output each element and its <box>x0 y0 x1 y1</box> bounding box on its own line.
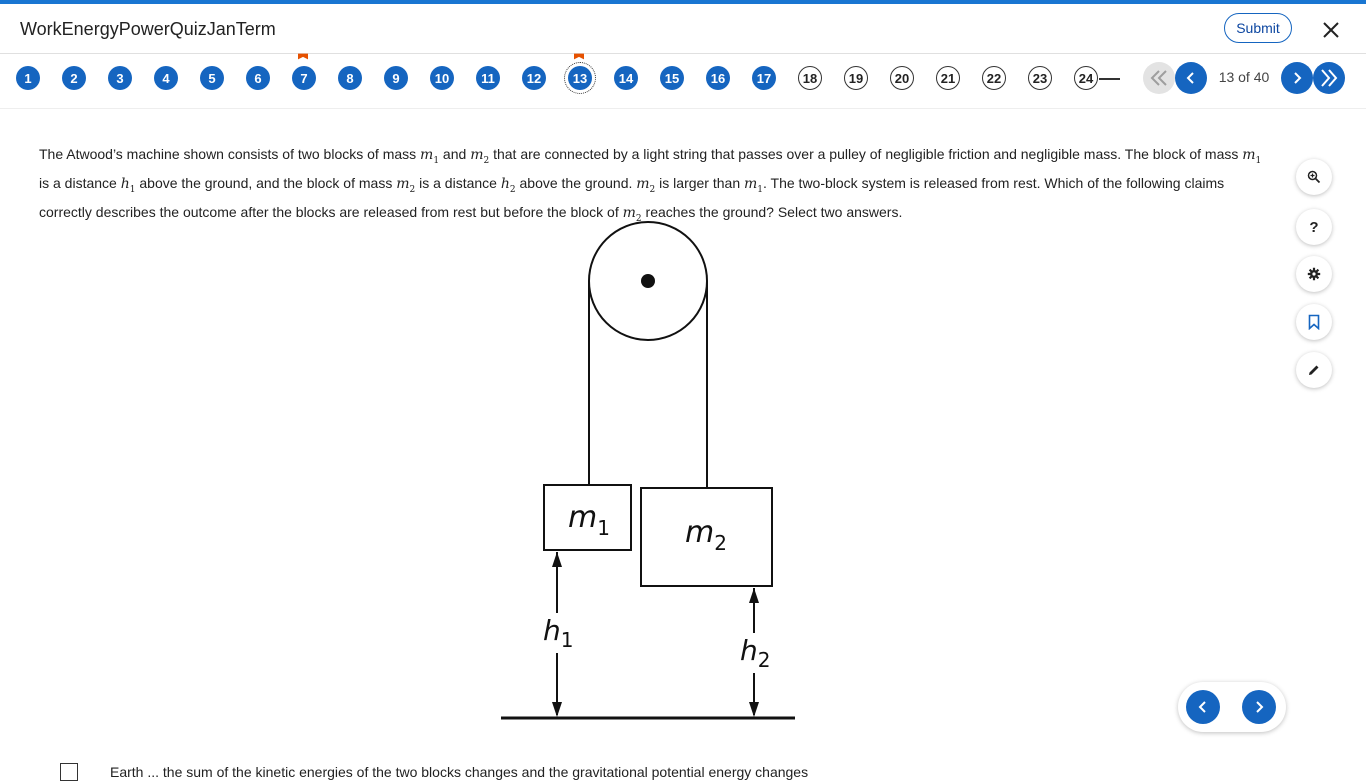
flag-icon <box>298 53 308 60</box>
question-button-7[interactable]: 7 <box>292 66 316 90</box>
question-button-23[interactable]: 23 <box>1028 66 1052 90</box>
double-chevron-left-icon <box>1148 67 1170 89</box>
pencil-icon <box>1307 363 1321 377</box>
zoom-button[interactable] <box>1296 159 1332 195</box>
question-button-1[interactable]: 1 <box>16 66 40 90</box>
var-m2: $m_2$ <box>470 147 490 166</box>
bottom-pager <box>1178 682 1286 732</box>
var-m1: $m_1$ <box>420 147 440 166</box>
bookmark-button[interactable] <box>1296 304 1332 340</box>
question-button-6[interactable]: 6 <box>246 66 270 90</box>
question-text: The Atwood’s machine shown consists of two blocks of mass $m_1$ and $m_2$ that are connected by a light string that passes over a pulley of negligible friction and negligible mass. The block of mass $m_1$ is a distance $h_1$ above the ground, and the block of mass $m_2$ is a distance $h_2$ above the ground. $m_2$ is larger than $m_1$. The two-block system is released from rest. Which of the following claims correctly describes the outcome after the blocks are released from rest but before the block of $m_2$ reaches the ground? Select two answers. <box>39 146 1262 224</box>
help-icon: ? <box>1309 218 1319 236</box>
question-button-14[interactable]: 14 <box>614 66 638 90</box>
page-title: WorkEnergyPowerQuizJanTerm <box>20 19 276 39</box>
pulley-axle <box>641 274 655 288</box>
var-h1: $h_1$ <box>120 175 136 195</box>
bookmark-icon <box>1307 314 1321 330</box>
question-button-22[interactable]: 22 <box>982 66 1006 90</box>
question-button-9[interactable]: 9 <box>384 66 408 90</box>
question-button-8[interactable]: 8 <box>338 66 362 90</box>
question-button-21[interactable]: 21 <box>936 66 960 90</box>
question-button-5[interactable]: 5 <box>200 66 224 90</box>
next-question-button[interactable] <box>1281 62 1313 94</box>
header <box>0 4 1366 54</box>
question-navigator <box>0 54 1366 109</box>
question-button-15[interactable]: 15 <box>660 66 684 90</box>
arrowhead-h1-bottom <box>552 702 562 717</box>
height-h2-label: $h_2$ <box>740 634 771 672</box>
answer-text: Earth ... the sum of the kinetic energies of the two blocks changes and the gravitational potential energy changes <box>110 764 809 780</box>
var-m2: $m_2$ <box>636 175 656 195</box>
question-button-24[interactable]: 24 <box>1074 66 1098 90</box>
first-question-button[interactable] <box>1143 62 1175 94</box>
bottom-next-button[interactable] <box>1242 690 1276 724</box>
annotate-button[interactable] <box>1296 352 1332 388</box>
chevron-left-icon <box>1183 70 1199 86</box>
question-button-19[interactable]: 19 <box>844 66 868 90</box>
settings-button[interactable] <box>1296 256 1332 292</box>
bottom-previous-button[interactable] <box>1186 690 1220 724</box>
question-button-10[interactable]: 10 <box>430 66 454 90</box>
arrowhead-h2-bottom <box>749 702 759 717</box>
answer-option[interactable] <box>60 760 1060 780</box>
var-m1: $m_1$ <box>744 175 764 195</box>
arrowhead-h1-top <box>552 552 562 567</box>
question-button-12[interactable]: 12 <box>522 66 546 90</box>
atwood-machine-diagram <box>490 215 810 730</box>
zoom-icon <box>1307 170 1321 184</box>
chevron-right-icon <box>1289 70 1305 86</box>
question-button-3[interactable]: 3 <box>108 66 132 90</box>
question-button-11[interactable]: 11 <box>476 66 500 90</box>
flag-icon <box>574 53 584 60</box>
question-button-16[interactable]: 16 <box>706 66 730 90</box>
question-button-13[interactable]: 13 <box>568 66 592 90</box>
navigator-divider <box>1099 78 1120 80</box>
help-button[interactable] <box>1296 209 1332 245</box>
var-m2: $m_2$ <box>396 175 416 195</box>
answer-checkbox[interactable] <box>60 763 78 781</box>
block-m1-label: $m_1$ <box>568 500 610 540</box>
question-button-4[interactable]: 4 <box>154 66 178 90</box>
height-h1-label: $h_1$ <box>543 614 574 652</box>
close-icon <box>1318 17 1344 43</box>
var-m1: $m_1$ <box>1242 147 1262 166</box>
double-chevron-right-icon <box>1317 66 1341 90</box>
previous-question-button[interactable] <box>1175 62 1207 94</box>
last-question-button[interactable] <box>1313 62 1345 94</box>
arrowhead-h2-top <box>749 588 759 603</box>
gear-icon <box>1307 267 1321 281</box>
question-counter: 13 of 40 <box>1218 69 1270 85</box>
question-button-20[interactable]: 20 <box>890 66 914 90</box>
close-button[interactable] <box>1318 17 1344 43</box>
question-button-2[interactable]: 2 <box>62 66 86 90</box>
block-m2-label: $m_2$ <box>685 515 727 555</box>
question-button-18[interactable]: 18 <box>798 66 822 90</box>
chevron-right-icon <box>1251 699 1267 715</box>
submit-button[interactable]: Submit <box>1224 13 1292 43</box>
var-m2: $m_2$ <box>622 204 642 224</box>
var-h2: $h_2$ <box>500 175 516 195</box>
question-button-17[interactable]: 17 <box>752 66 776 90</box>
chevron-left-icon <box>1195 699 1211 715</box>
